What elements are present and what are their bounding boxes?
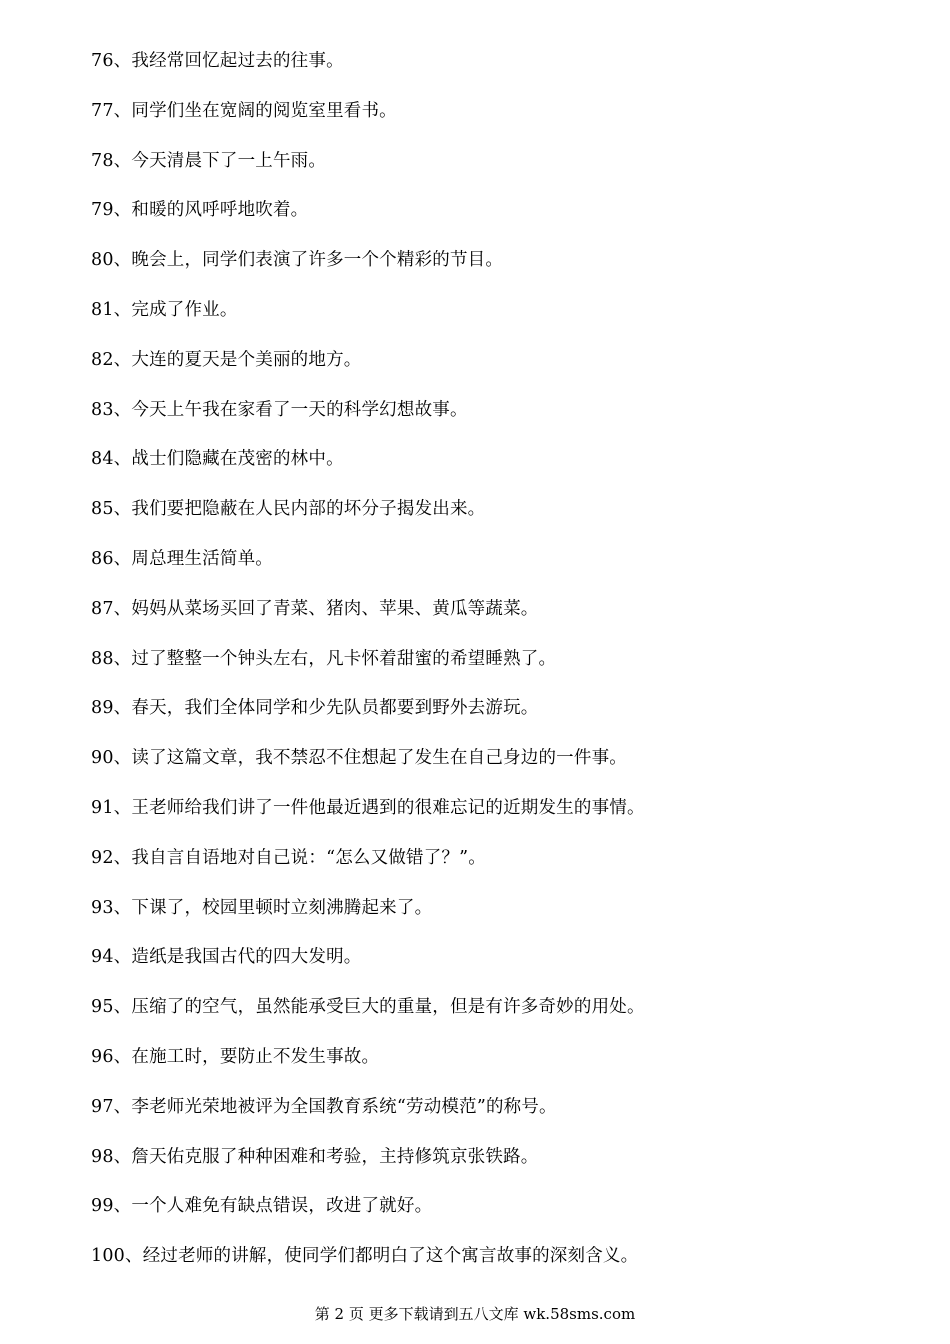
- sentence-84: 84、战士们隐藏在茂密的林中。: [91, 449, 344, 470]
- sentence-list: [91, 48, 891, 1293]
- sentence-78: 78、今天清晨下了一上午雨。: [91, 150, 327, 171]
- sentence-95: 95、压缩了的空气，虽然能承受巨大的重量，但是有许多奇妙的用处。: [91, 997, 645, 1018]
- sentence-85: 85、我们要把隐蔽在人民内部的坏分子揭发出来。: [91, 499, 486, 520]
- sentence-99: 99、一个人难免有缺点错误，改进了就好。: [91, 1196, 433, 1217]
- sentence-87: 87、妈妈从菜场买回了青菜、猪肉、苹果、黄瓜等蔬菜。: [91, 598, 539, 619]
- sentence-76: 76、我经常回忆起过去的往事。: [91, 51, 344, 71]
- sentence-94: 94、造纸是我国古代的四大发明。: [91, 947, 362, 968]
- sentence-83: 83、今天上午我在家看了一天的科学幻想故事。: [91, 399, 468, 420]
- sentence-81: 81、完成了作业。: [91, 299, 238, 320]
- sentence-98: 98、詹天佑克服了种种困难和考验，主持修筑京张铁路。: [91, 1146, 539, 1167]
- sentence-80: 80、晚会上，同学们表演了许多一个个精彩的节目。: [91, 250, 504, 271]
- sentence-92: 92、我自言自语地对自己说：“怎么又做错了？”。: [91, 847, 486, 868]
- sentence-97: 97、李老师光荣地被评为全国教育系统“劳动模范”的称号。: [91, 1096, 557, 1117]
- sentence-93: 93、下课了，校园里顿时立刻沸腾起来了。: [91, 897, 433, 918]
- sentence-82: 82、大连的夏天是个美丽的地方。: [91, 349, 362, 370]
- page-footer: 第 2 页 更多下载请到五八文库 wk.58sms.com: [314, 1305, 636, 1323]
- sentence-91: 91、王老师给我们讲了一件他最近遇到的很难忘记的近期发生的事情。: [91, 797, 645, 818]
- sentence-89: 89、春天，我们全体同学和少先队员都要到野外去游玩。: [91, 698, 539, 719]
- sentence-77: 77、同学们坐在宽阔的阅览室里看书。: [91, 100, 397, 121]
- sentence-79: 79、和暖的风呼呼地吹着。: [91, 200, 309, 221]
- sentence-100: 100、经过老师的讲解，使同学们都明白了这个寓言故事的深刻含义。: [91, 1246, 639, 1267]
- sentence-96: 96、在施工时，要防止不发生事故。: [91, 1046, 380, 1067]
- sentence-86: 86、周总理生活简单。: [91, 548, 273, 569]
- sentence-90: 90、读了这篇文章，我不禁忍不住想起了发生在自己身边的一件事。: [91, 748, 627, 769]
- sentence-88: 88、过了整整一个钟头左右，凡卡怀着甜蜜的希望睡熟了。: [91, 648, 557, 669]
